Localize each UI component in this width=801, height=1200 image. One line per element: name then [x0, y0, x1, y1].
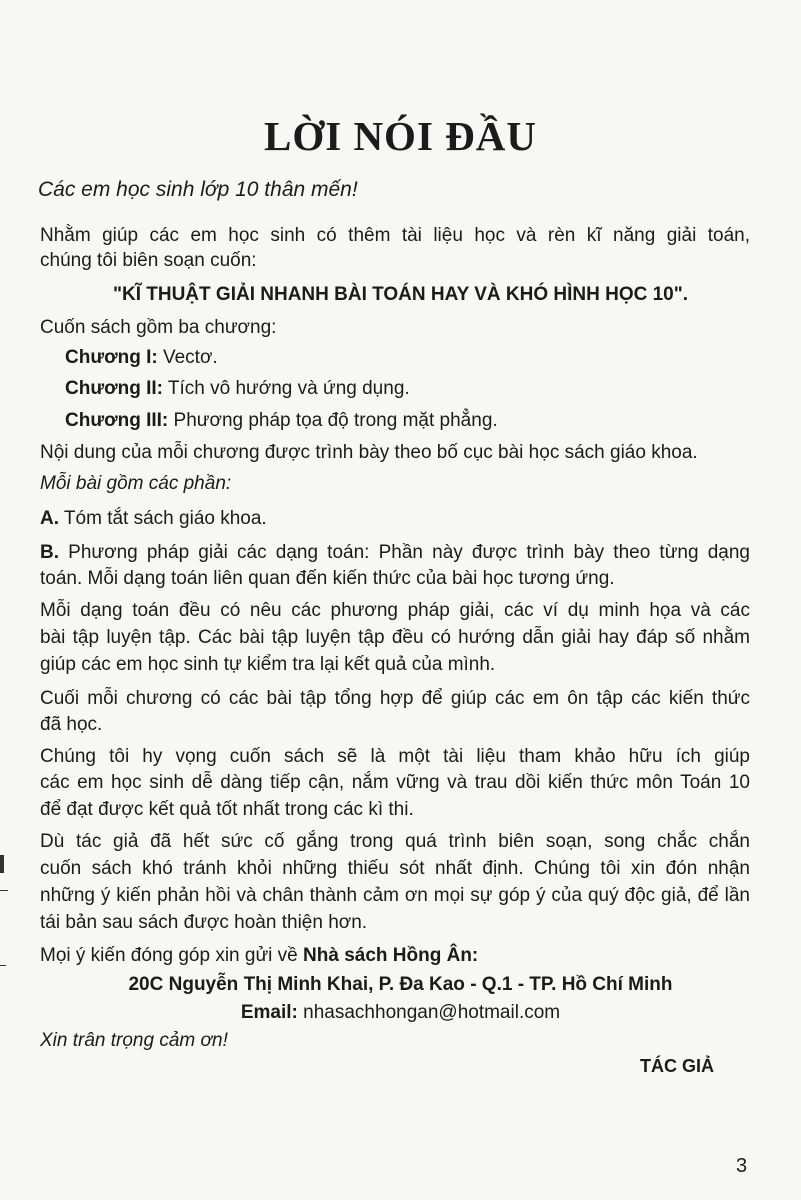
chapter-1	[65, 345, 775, 371]
part-a-label: A.	[40, 508, 59, 529]
greeting: Các em học sinh lớp 10 thân mến!	[38, 178, 358, 201]
scan-mark	[0, 855, 4, 873]
scan-mark	[0, 890, 8, 891]
chapter-2-text: Tích vô hướng và ứng dụng.	[162, 378, 410, 399]
thanks-line-3: những ý kiến phản hồi và chân thành cảm ơn mọi sự góp ý của quý độc giả, để lần	[40, 885, 750, 906]
part-a	[40, 506, 750, 532]
methods-line-1: Mỗi dạng toán đều có nêu các phương pháp giải, các ví dụ minh họa và các	[40, 600, 750, 621]
content-line: Nội dung của mỗi chương được trình bày theo bố cục bài học sách giáo khoa.	[40, 442, 698, 463]
part-b-text: Phương pháp giải các dạng toán: Phần này được trình bày theo từng dạng	[59, 542, 750, 563]
author-signature: TÁC GIẢ	[640, 1056, 714, 1076]
intro-line-1: Nhằm giúp các em học sinh có thêm tài liệu học và rèn kĩ năng giải toán,	[40, 225, 750, 246]
email-value: nhasachhongan@hotmail.com	[297, 1002, 561, 1023]
methods-line-3: giúp các em học sinh tự kiểm tra lại kết quả của mình.	[40, 654, 496, 675]
hope-line-1: Chúng tôi hy vọng cuốn sách sẽ là một tài liệu tham khảo hữu ích giúp	[40, 746, 750, 767]
email-label: Email:	[240, 1002, 298, 1023]
review-line-2: đã học.	[40, 714, 103, 735]
chapter-2-label: Chương II:	[65, 378, 163, 399]
hope-line-3: để đạt được kết quả tốt nhất trong các kì thi.	[40, 799, 414, 820]
parts-intro: Mỗi bài gồm các phần:	[40, 473, 232, 494]
hope-line-2: các em học sinh dễ dàng tiếp cận, nắm vững và trau dồi kiến thức môn Toán 10	[40, 772, 750, 793]
chapter-1-text: Vectơ.	[157, 347, 218, 368]
methods-line-2: bài tập luyện tập. Các bài tập luyện tập đều có hướng dẫn giải hay đáp số nhằm	[40, 627, 750, 648]
contact-line	[40, 943, 750, 969]
publisher-name: Nhà sách Hồng Ân:	[303, 945, 479, 966]
page-number: 3	[736, 1155, 748, 1177]
chapter-3-text: Phương pháp tọa độ trong mặt phẳng.	[168, 410, 498, 431]
email-line	[0, 1000, 801, 1026]
publisher-address: 20C Nguyễn Thị Minh Khai, P. Đa Kao - Q.1 - TP. Hồ Chí Minh	[128, 974, 673, 995]
review-line-1: Cuối mỗi chương có các bài tập tổng hợp để giúp các em ôn tập các kiến thức	[40, 688, 750, 709]
scan-mark	[0, 965, 6, 966]
part-b-line-1	[40, 540, 750, 566]
book-title: "KĨ THUẬT GIẢI NHANH BÀI TOÁN HAY VÀ KHÓ HÌNH HỌC 10".	[112, 284, 689, 305]
part-b-line-2: toán. Mỗi dạng toán liên quan đến kiến thức của bài học tương ứng.	[40, 568, 615, 589]
chapters-intro: Cuốn sách gồm ba chương:	[40, 317, 277, 338]
thanks-line-1: Dù tác giả đã hết sức cố gắng trong quá trình biên soạn, song chắc chắn	[40, 831, 750, 852]
part-b-label: B.	[40, 542, 59, 563]
page-title: LỜI NÓI ĐẦU	[264, 113, 537, 159]
intro-line-2: chúng tôi biên soạn cuốn:	[40, 250, 257, 271]
chapter-3	[65, 408, 775, 434]
part-a-text: Tóm tắt sách giáo khoa.	[59, 508, 267, 529]
thanks-line-4: tái bản sau sách được hoàn thiện hơn.	[40, 912, 368, 933]
chapter-2	[65, 376, 775, 402]
thanks-line-2: cuốn sách khó tránh khỏi những thiếu sót nhất định. Chúng tôi xin đón nhận	[40, 858, 750, 879]
chapter-1-label: Chương I:	[65, 347, 158, 368]
chapter-3-label: Chương III:	[65, 410, 169, 431]
contact-prefix: Mọi ý kiến đóng góp xin gửi về	[40, 945, 304, 966]
closing-line: Xin trân trọng cảm ơn!	[40, 1030, 228, 1051]
